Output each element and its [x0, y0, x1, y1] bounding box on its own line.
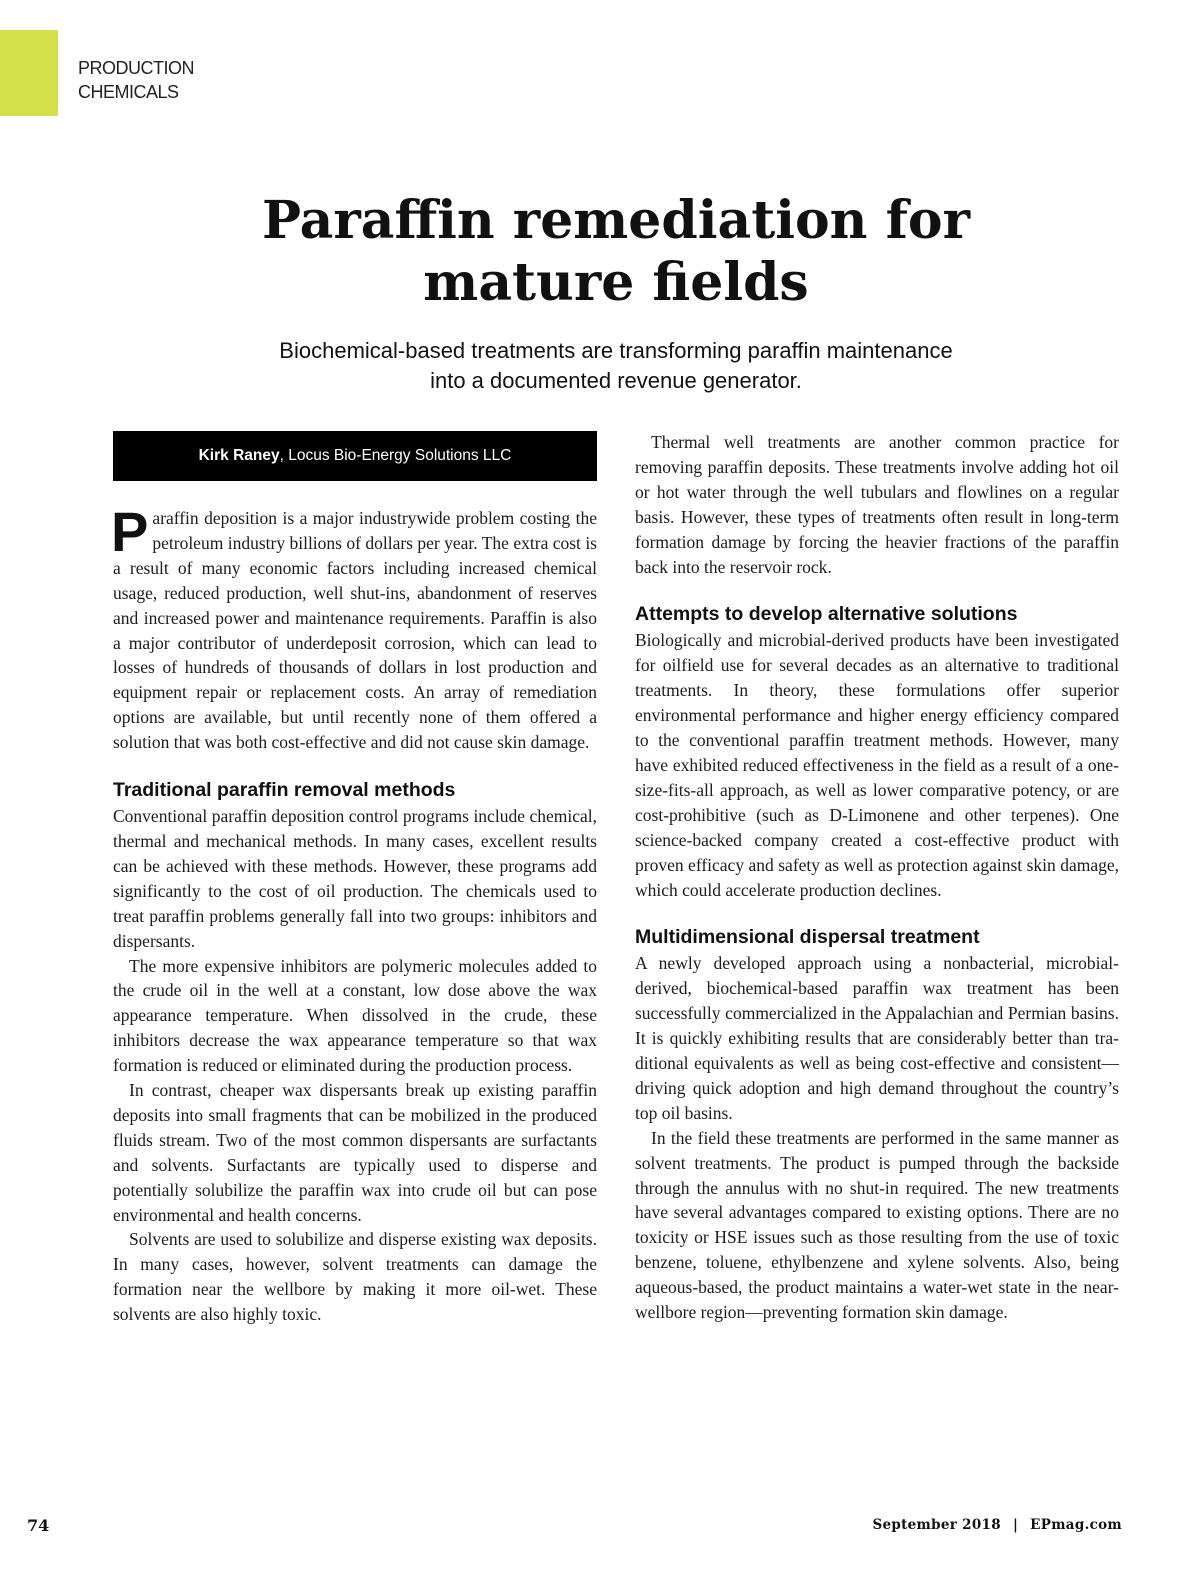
author-name: Kirk Raney — [198, 447, 280, 464]
paragraph: Thermal well treatments are another common practice for removing paraffin deposits. These treatments involve adding hot oil or hot water through the well tubulars and flowlines on a regular basis. However, these types of treatments often result in long-term formation damage by forcing the heavier fractions of the paraffin back into the reservoir rock. — [635, 432, 1119, 577]
left-column — [111, 500, 597, 1327]
author-affiliation: , Locus Bio-Energy Solutions LLC — [279, 447, 512, 464]
article-title — [0, 190, 1200, 314]
heading-dispersal-treatment: Multidimensional dispersal treatment — [635, 926, 980, 949]
article-title-line1: Paraffin remediation for — [261, 190, 971, 251]
intro-text: araffin deposition is a major industrywide problem costing the petroleum industry billions of dollars per year. The extra cost is a result of many economic factors including increased chemical usage, reduced production, well shut-ins, abandonment of reserves and increased power and maintenance requirements. Paraffin is also a major contributor of underdeposit corrosion, which can lead to losses of hundreds of thousands of dollars in lost production and equipment repair or replacement costs. An array of remediation options are available, but until recently none of them offered a solution that was both cost-effective and did not cause skin damage. — [113, 508, 597, 753]
article-subtitle-line2: into a documented revenue generator. — [430, 368, 802, 393]
article-title-line2: mature fields — [423, 252, 809, 313]
heading-traditional-methods: Traditional paraffin removal methods — [113, 779, 456, 802]
right-column — [635, 430, 1119, 1325]
paragraph: The more expensive inhibitors are polymeric molecules added to the crude oil in the well at a constant, low dose above the wax appearance temperature. When dissolved in the crude, these inhibitors decrease the wax appearance temperature so that wax formation is reduced or eliminated during the production process. — [113, 955, 597, 1076]
section-label-line2: CHEMICALS — [78, 82, 179, 102]
article-subtitle-line1: Biochemical-based treatments are transforming paraffin maintenance — [279, 338, 953, 363]
footer-site: EPmag.com — [1030, 1517, 1122, 1533]
paragraph: Solvents are used to solubilize and disperse existing wax deposits. In many cases, however, solvent treatments can damage the formation near the wellbore by making it more oil-wet. These solvents are also highly toxic. — [113, 1229, 597, 1325]
section-label-line1: PRODUCTION — [78, 58, 194, 78]
footer-info — [872, 1517, 1122, 1533]
author-byline — [113, 431, 597, 481]
paragraph: A newly developed approach using a nonbacterial, microbial-derived, biochemical-based paraffin wax treatment has been successfully commercialized in the Appalachian and Permian basins. It is quickly exhibiting results that are considerably better than traditional equivalents as well as being cost-effective and consistent—driving quick adoption and high demand throughout the country’s top oil basins. — [635, 953, 1119, 1123]
page-number: 74 — [27, 1516, 50, 1535]
drop-cap: P — [111, 500, 149, 563]
section-color-tab — [0, 30, 58, 116]
heading-alternative-solutions: Attempts to develop alternative solutions — [635, 603, 1018, 626]
footer-separator: | — [1012, 1517, 1019, 1533]
article-subtitle — [0, 336, 1200, 396]
footer-issue: September 2018 — [872, 1517, 1001, 1533]
paragraph: Conventional paraffin deposition control programs include chemical, thermal and mechanical methods. In many cases, excellent results can be achieved with these methods. However, these programs add significantly to the cost of oil production. The chemicals used to treat paraffin problems generally fall into two groups: inhibitors and dispersants. — [113, 806, 597, 951]
intro-paragraph — [111, 500, 597, 755]
paragraph: Biologically and microbial-derived products have been investigated for oilfield use for several decades as an alternative to traditional treatments. In theory, these formulations offer superior environmental performance and higher energy efficiency compared to the conventional paraffin treatment methods. However, many have exhibited reduced effectiveness in the field as a result of a one-size-fits-all approach, as well as lower comparative potency, or are cost-prohibitive (such as D-Limonene and other terpenes). One science-backed company created a cost-effective product with proven efficacy and safety as well as protection against skin damage, which could accelerate production declines. — [635, 630, 1119, 900]
paragraph: In contrast, cheaper wax dispersants break up existing paraffin deposits into small fragments that can be mobilized in the produced fluids stream. Two of the most common dispersants are surfactants and solvents. Surfactants are typically used to disperse and potentially solubilize the paraffin wax into crude oil but can pose environmental and health concerns. — [113, 1080, 597, 1225]
section-label — [78, 56, 194, 104]
paragraph: In the field these treatments are performed in the same manner as solvent treatments. The product is pumped through the backside through the annulus with no shut-in required. The new treatments have several advantages compared to existing options. There are no toxicity or HSE issues such as those resulting from the use of toxic benzene, toluene, ethylbenzene and xylene solvents. Also, being aqueous-based, the product maintains a water-wet state in the near-wellbore region—preventing formation skin damage. — [635, 1127, 1119, 1323]
